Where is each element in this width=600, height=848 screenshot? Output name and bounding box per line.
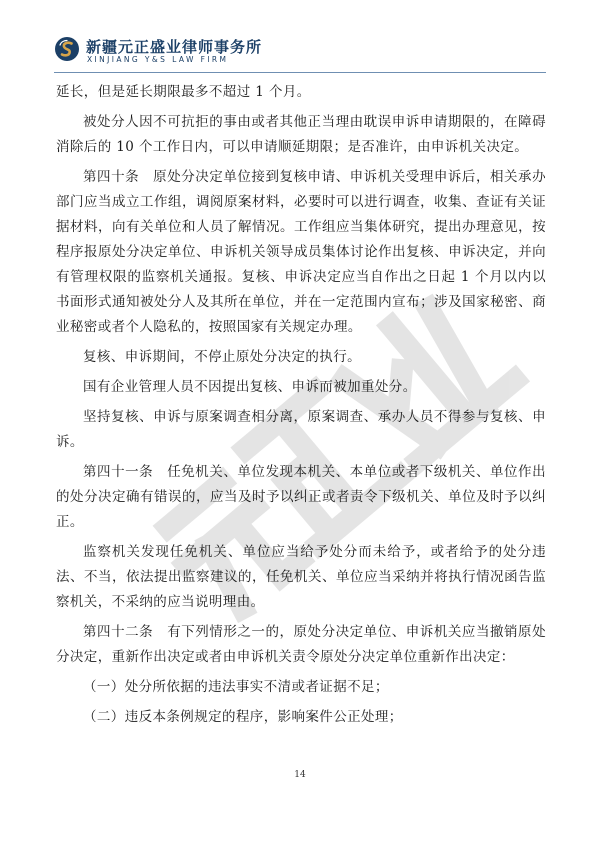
list-item: （一）处分所依据的违法事实不清或者证据不足； [83,679,389,695]
header-divider [54,72,546,73]
article-42: 第四十二条 有下列情形之一的，原处分决定单位、申诉机关应当撤销原处分决定，重新作出决定或者由申诉机关责令原处分决定单位重新作出决定： [56,624,546,665]
firm-logo-icon [54,36,80,62]
paragraph: 国有企业管理人员不因提出复核、申诉而被加重处分。 [83,379,417,395]
list-item: （二）违反本条例规定的程序，影响案件公正处理； [83,709,403,725]
firm-name-english: XINJIANG Y&S LAW FIRM [87,55,229,64]
article-41: 第四十一条 任免机关、单位发现本机关、本单位或者下级机关、单位作出的处分决定确有错误的，应当及时予以纠正或者责令下级机关、单位及时予以纠正。 [56,464,546,530]
page-number: 14 [294,770,306,780]
paragraph: 被处分人因不可抗拒的事由或者其他正当理由耽误申诉申请期限的，在障碍消除后的 10 个工作日内，可以申请顺延期限；是否准许，由申诉机关决定。 [56,114,546,155]
paragraph: 监察机关发现任免机关、单位应当给予处分而未给予，或者给予的处分违法、不当，依法提出监察建议的，任免机关、单位应当采纳并将执行情况函告监察机关，不采纳的应当说明理由。 [56,544,546,610]
article-40: 第四十条 原处分决定单位接到复核申请、申诉机关受理申诉后，相关承办部门应当成立工作组，调阅原案材料，必要时可以进行调查，收集、查证有关证据材料，向有关单位和人员了解情况。工作组应当集体研究，提出办理意见，按程序报原处分决定单位、申诉机关领导成员集体讨论作出复核、申诉决定，并向有管理权限的监察机关通报。复核、申诉决定应当自作出之日起 1 个月以内以书面形式通知被处分人及其所在单位，并在一定范围内宣布；涉及国家秘密、商业秘密或者个人隐私的，按照国家有关规定办理。 [56,169,546,335]
firm-name-chinese: 新疆元正盛业律师事务所 [86,38,263,56]
paragraph: 复核、申诉期间，不停止原处分决定的执行。 [83,349,361,365]
paragraph: 坚持复核、申诉与原案调查相分离，原案调查、承办人员不得参与复核、申诉。 [56,409,546,450]
paragraph: 延长，但是延长期限最多不超过 1 个月。 [56,84,311,100]
document-body [56,80,546,730]
page-header [54,34,554,68]
